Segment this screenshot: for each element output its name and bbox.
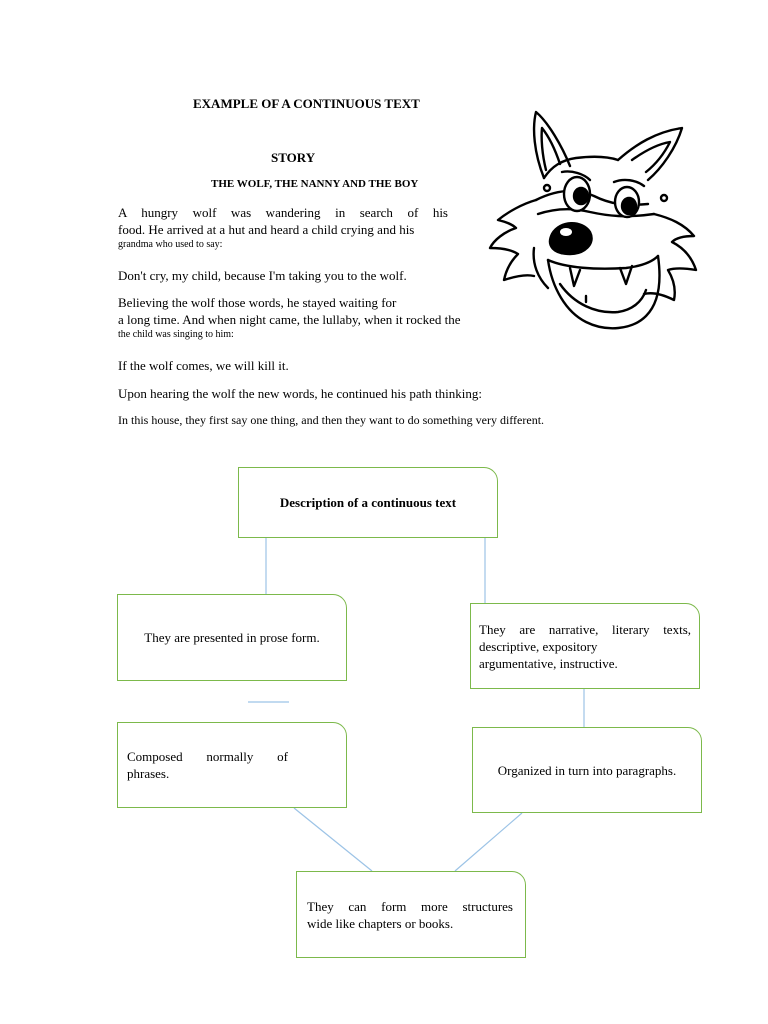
diagram-prose-box: [117, 594, 347, 681]
connector-paragraphs-structures: [455, 813, 522, 871]
diagram-phrases-box: [117, 722, 347, 808]
diagram-types-line-1: They are narrative, literary texts,: [479, 621, 691, 637]
diagram-root-box: [238, 467, 498, 538]
diagram-paragraphs-box: [472, 727, 702, 813]
document-title: EXAMPLE OF A CONTINUOUS TEXT: [193, 96, 420, 111]
diagram-prose-label: They are presented in prose form.: [144, 630, 320, 645]
diagram-root-label: Description of a continuous text: [279, 495, 457, 510]
diagram-phrases-line-1: Composed normally of: [127, 749, 288, 764]
paragraph-6: In this house, they first say one thing, and then they want to do something very different.: [118, 413, 545, 427]
paragraph-1-line-2: food. He arrived at a hut and heard a child crying and his: [118, 222, 415, 237]
diagram-types-line-3: argumentative, instructive.: [479, 655, 618, 671]
diagram-types-line-2: descriptive, expository: [479, 638, 598, 654]
diagram-types-box: [470, 603, 700, 689]
story-title: THE WOLF, THE NANNY AND THE BOY: [211, 178, 419, 190]
diagram-structures-text: [307, 898, 513, 932]
diagram-phrases-line-2: phrases.: [127, 766, 170, 781]
diagram-structures-line-1: They can form more structures: [307, 898, 513, 914]
diagram-types-text: [479, 621, 691, 672]
paragraph-5: Upon hearing the wolf the new words, he continued his path thinking:: [118, 386, 482, 401]
paragraph-4: If the wolf comes, we will kill it.: [118, 358, 289, 373]
diagram-structures-line-2: wide like chapters or books.: [307, 915, 454, 931]
paragraph-3-line-3: the child was singing to him:: [118, 329, 234, 340]
paragraph-1-line-3: grandma who used to say:: [118, 239, 223, 250]
section-heading: STORY: [271, 150, 316, 165]
diagram-structures-box: [296, 871, 526, 958]
paragraph-1-line-1: A hungry wolf was wandering in search of his: [118, 205, 448, 220]
diagram-paragraphs-label: Organized in turn into paragraphs.: [497, 762, 677, 778]
paragraph-3-line-2: a long time. And when night came, the lullaby, when it rocked the: [118, 312, 461, 327]
diagram-phrases-text: [127, 748, 288, 782]
paragraph-2: Don't cry, my child, because I'm taking you to the wolf.: [118, 268, 407, 283]
connector-phrases-structures: [294, 808, 372, 871]
paragraph-3-line-1: Believing the wolf those words, he stayed waiting for: [118, 295, 397, 310]
